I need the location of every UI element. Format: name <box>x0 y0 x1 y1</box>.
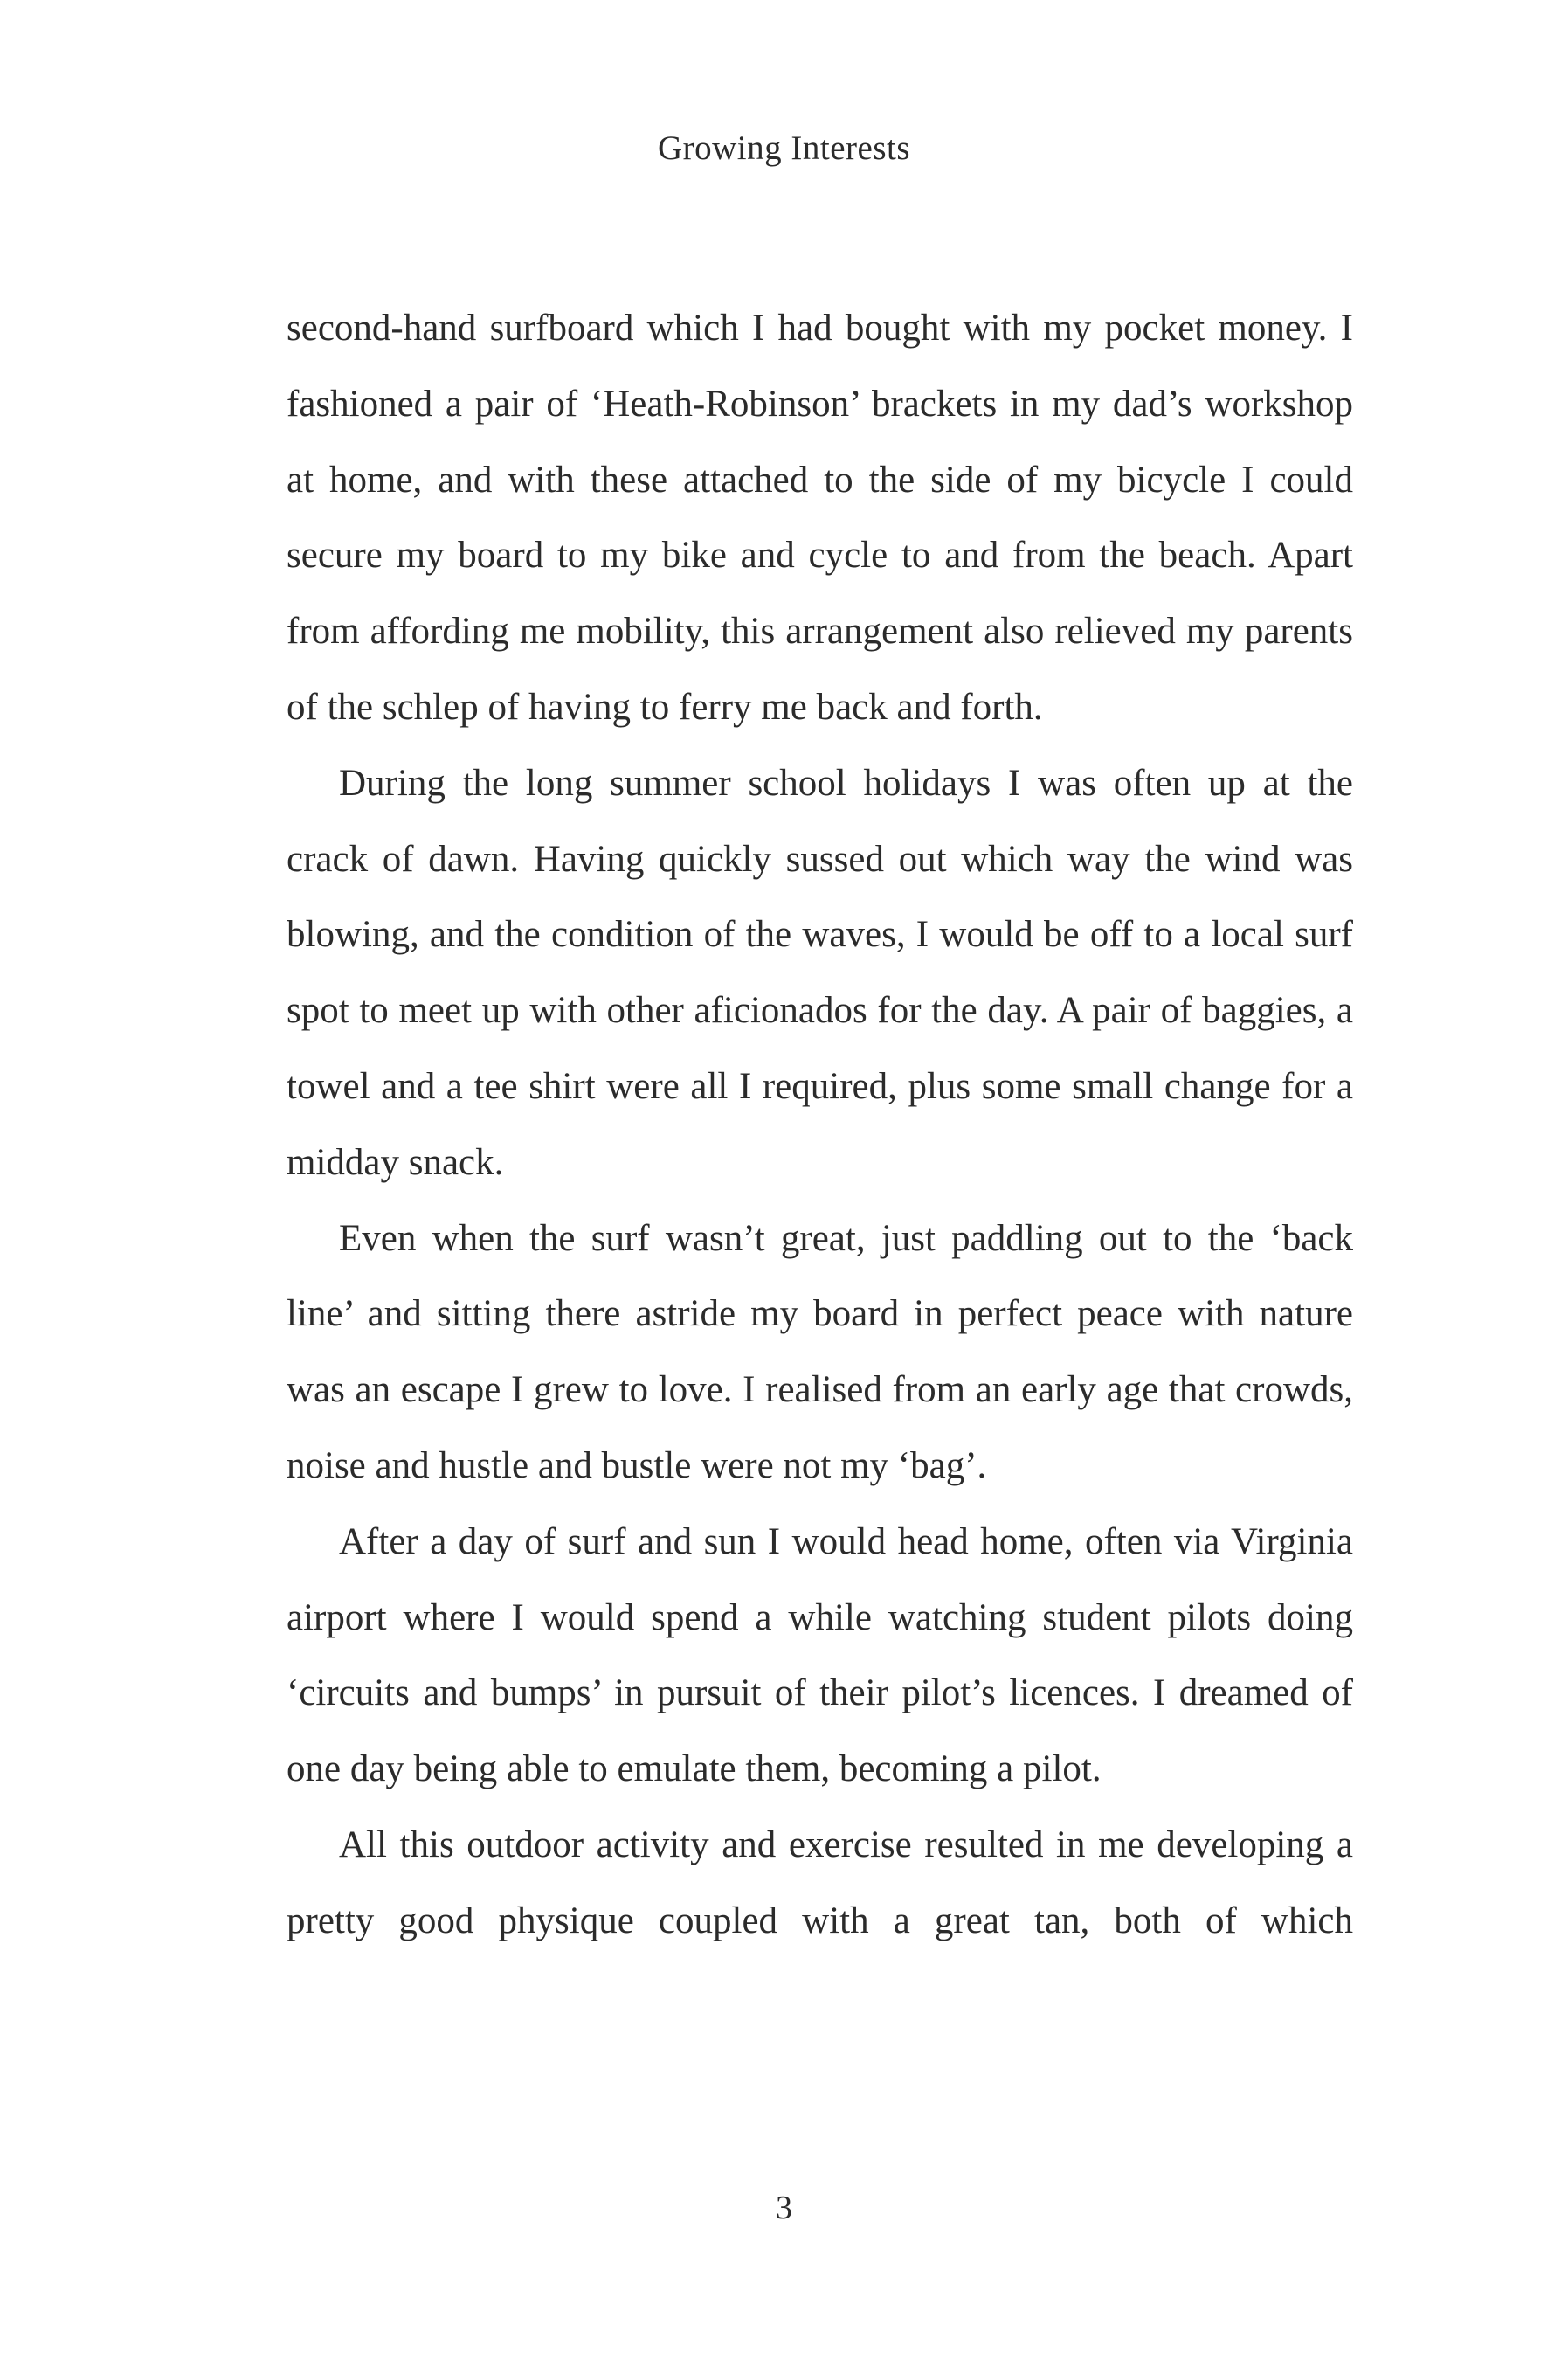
paragraph-1: second-hand surfboard which I had bought with my pocket money. I fashioned a pair of ‘Heath-Robinson’ brackets in my dad’s workshop at home, and with these attached to the side of my bicycle I could secure my board to my bike and cycle to and from the beach. Apart from affording me mobility, this arrangement also relieved my parents of the schlep of having to ferry me back and forth. <box>287 308 1353 728</box>
paragraph-4: After a day of surf and sun I would head home, often via Virginia airport where I would spend a while watching student pilots doing ‘circuits and bumps’ in pursuit of their pilot’s licences. I dreamed of one day being able to emulate them, becoming a pilot. <box>287 1520 1353 1790</box>
paragraph-2: During the long summer school holidays I was often up at the crack of dawn. Having quickly sussed out which way the wind was blowing, and the condition of the waves, I would be off to a local surf spot to meet up with other aficionados for the day. A pair of baggies, a towel and a tee shirt were all I required, plus some small change for a midday snack. <box>287 762 1353 1183</box>
page-number: 3 <box>776 2190 792 2226</box>
running-head: Growing Interests <box>657 129 911 167</box>
paragraph-3: Even when the surf wasn’t great, just paddling out to the ‘back line’ and sitting there astride my board in perfect peace with nature was an escape I grew to love. I realised from an early age that crowds, noise and hustle and bustle were not my ‘bag’. <box>287 1217 1353 1486</box>
body-text <box>287 291 1353 1960</box>
paragraph-5: All this outdoor activity and exercise resulted in me developing a pretty good physique coupled with a great tan, both of which <box>287 1824 1353 1941</box>
